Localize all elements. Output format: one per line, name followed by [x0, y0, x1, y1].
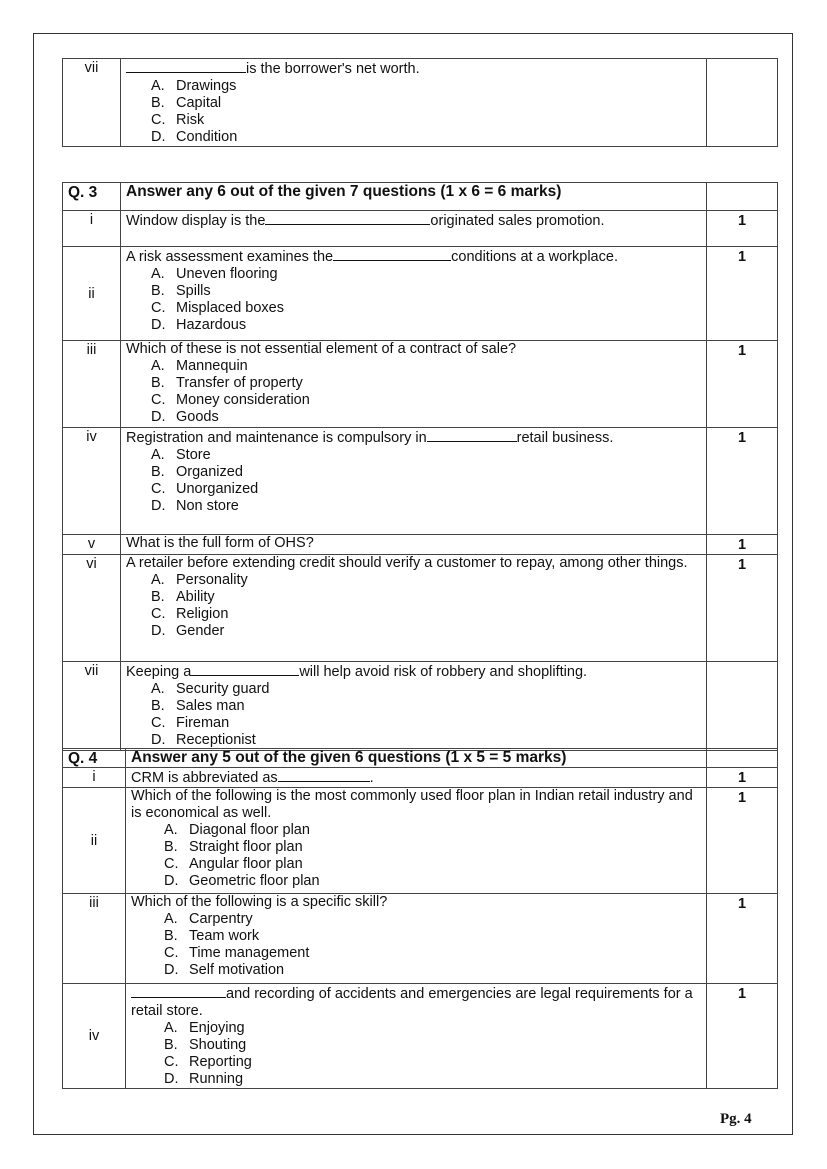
answer-option — [131, 1037, 701, 1054]
option-text: Enjoying — [189, 1020, 245, 1036]
question-body — [126, 894, 707, 984]
option-letter: A. — [151, 681, 165, 697]
question-text — [126, 211, 701, 230]
question-row — [63, 59, 778, 147]
section-header-row — [63, 183, 778, 211]
question-row — [63, 984, 778, 1089]
option-text: Sales man — [176, 698, 245, 714]
answer-option — [126, 715, 701, 732]
option-letter: C. — [151, 481, 166, 497]
question-marks — [707, 662, 778, 751]
answer-blank — [333, 247, 451, 261]
section-header-row — [63, 749, 778, 768]
answer-option — [126, 447, 701, 464]
question-text: Which of the following is a specific skill? — [131, 894, 388, 910]
question-text — [126, 428, 701, 447]
option-text: Drawings — [176, 78, 237, 94]
answer-option — [126, 129, 701, 146]
question-body — [126, 788, 707, 894]
question-text-after: will help avoid risk of robbery and shoplifting. — [299, 664, 588, 680]
option-text: Running — [189, 1071, 244, 1087]
answer-option — [126, 481, 701, 498]
option-letter: B. — [151, 589, 165, 605]
option-text: Diagonal floor plan — [189, 822, 310, 838]
question-text — [131, 768, 701, 787]
question-text-before: Keeping a — [126, 664, 192, 680]
option-letter: C. — [164, 1054, 179, 1070]
option-text: Transfer of property — [176, 375, 303, 391]
question-row — [63, 211, 778, 247]
answer-blank — [427, 428, 517, 442]
answer-option — [126, 698, 701, 715]
question-text-before: Registration and maintenance is compulsory in — [126, 430, 427, 446]
question-marks: 1 — [707, 894, 778, 984]
question-row — [63, 768, 778, 788]
question-marks: 1 — [707, 555, 778, 662]
marks-cell — [707, 183, 778, 211]
option-text: Religion — [176, 606, 229, 622]
option-letter: A. — [151, 447, 165, 463]
question-text-after: retail business. — [516, 430, 614, 446]
answer-option — [131, 1020, 701, 1037]
question-table — [62, 58, 778, 147]
question-subnumber: vi — [63, 555, 121, 662]
question-text: Which of these is not essential element of a contract of sale? — [126, 341, 517, 357]
option-letter: A. — [164, 911, 178, 927]
option-text: Organized — [176, 464, 243, 480]
answer-blank — [278, 768, 370, 782]
option-letter: B. — [164, 928, 178, 944]
question-row — [63, 662, 778, 751]
question-subnumber: ii — [63, 788, 126, 894]
question-body — [121, 662, 707, 751]
option-letter: A. — [164, 1020, 178, 1036]
answer-option — [131, 911, 701, 928]
option-letter: D. — [164, 1071, 179, 1087]
option-text: Reporting — [189, 1054, 252, 1070]
question-marks: 1 — [707, 341, 778, 428]
option-text: Shouting — [189, 1037, 247, 1053]
question-subnumber: v — [63, 535, 121, 555]
answer-option — [131, 928, 701, 945]
option-text: Ability — [176, 589, 215, 605]
question-text-after: . — [369, 770, 374, 786]
option-text: Goods — [176, 409, 219, 425]
option-letter: A. — [164, 822, 178, 838]
option-letter: D. — [151, 409, 166, 425]
option-letter: A. — [151, 266, 165, 282]
answer-blank — [131, 984, 226, 998]
section-instructions: Answer any 5 out of the given 6 questions (1 x 5 = 5 marks) — [126, 749, 707, 768]
question-number: Q. 3 — [63, 183, 121, 211]
question-body — [121, 535, 707, 555]
answer-option — [126, 606, 701, 623]
question-text: A retailer before extending credit should verify a customer to repay, among other things. — [126, 555, 688, 571]
question-text-after: is the borrower's net worth. — [246, 61, 420, 77]
option-text: Angular floor plan — [189, 856, 303, 872]
option-text: Uneven flooring — [176, 266, 278, 282]
question-table — [62, 182, 778, 751]
question-body — [121, 341, 707, 428]
answer-option — [131, 1071, 701, 1088]
answer-option — [126, 300, 701, 317]
question-text — [126, 662, 701, 681]
option-letter: C. — [151, 392, 166, 408]
question-body — [121, 247, 707, 341]
answer-option — [131, 945, 701, 962]
question-text-after: originated sales promotion. — [430, 213, 605, 229]
option-letter: B. — [151, 95, 165, 111]
answer-option — [131, 822, 701, 839]
answer-option — [131, 873, 701, 890]
question-row — [63, 428, 778, 535]
answer-blank — [265, 211, 430, 225]
question-subnumber: iv — [63, 984, 126, 1089]
option-letter: D. — [151, 498, 166, 514]
question-text-before: A risk assessment examines the — [126, 249, 334, 265]
answer-option — [126, 732, 701, 749]
answer-blank — [126, 59, 246, 73]
option-text: Geometric floor plan — [189, 873, 320, 889]
question-marks: 1 — [707, 984, 778, 1089]
option-letter: B. — [151, 698, 165, 714]
question-row — [63, 894, 778, 984]
option-letter: D. — [151, 623, 166, 639]
question-body — [126, 984, 707, 1089]
answer-option — [126, 409, 701, 426]
option-letter: C. — [151, 715, 166, 731]
option-text: Time management — [189, 945, 310, 961]
answer-option — [126, 498, 701, 515]
answer-option — [126, 681, 701, 698]
option-text: Unorganized — [176, 481, 259, 497]
question-text — [126, 247, 701, 266]
answer-option — [126, 623, 701, 640]
option-letter: A. — [151, 358, 165, 374]
question-subnumber: ii — [63, 247, 121, 341]
question-marks — [707, 59, 778, 147]
option-text: Mannequin — [176, 358, 248, 374]
option-text: Hazardous — [176, 317, 247, 333]
answer-blank — [191, 662, 299, 676]
question-marks: 1 — [707, 247, 778, 341]
question-subnumber: vii — [63, 662, 121, 751]
option-text: Self motivation — [189, 962, 285, 978]
question-body — [121, 555, 707, 662]
question-body — [121, 428, 707, 535]
option-text: Capital — [176, 95, 222, 111]
question-text — [131, 984, 701, 1020]
option-text: Risk — [176, 112, 205, 128]
question-marks: 1 — [707, 535, 778, 555]
question-text-after: conditions at a workplace. — [451, 249, 618, 265]
section-instructions: Answer any 6 out of the given 7 questions (1 x 6 = 6 marks) — [121, 183, 707, 211]
option-letter: D. — [164, 962, 179, 978]
answer-option — [126, 589, 701, 606]
answer-option — [126, 78, 701, 95]
option-text: Condition — [176, 129, 238, 145]
question-marks: 1 — [707, 788, 778, 894]
question-text: Which of the following is the most commonly used floor plan in Indian retail industry and is economical as well. — [131, 788, 693, 821]
answer-option — [131, 1054, 701, 1071]
answer-option — [126, 266, 701, 283]
option-letter: C. — [151, 112, 166, 128]
answer-option — [126, 112, 701, 129]
option-text: Money consideration — [176, 392, 310, 408]
question-text-before: CRM is abbreviated as — [131, 770, 278, 786]
option-text: Spills — [176, 283, 211, 299]
option-text: Security guard — [176, 681, 270, 697]
question-marks: 1 — [707, 428, 778, 535]
option-text: Store — [176, 447, 211, 463]
option-text: Misplaced boxes — [176, 300, 284, 316]
question-number: Q. 4 — [63, 749, 126, 768]
option-letter: B. — [151, 375, 165, 391]
question-subnumber: i — [63, 768, 126, 788]
answer-option — [126, 317, 701, 334]
question-marks: 1 — [707, 211, 778, 247]
option-letter: C. — [164, 856, 179, 872]
option-letter: A. — [151, 78, 165, 94]
option-text: Personality — [176, 572, 248, 588]
question-row — [63, 788, 778, 894]
option-text: Receptionist — [176, 732, 256, 748]
answer-option — [131, 839, 701, 856]
question-subnumber: vii — [63, 59, 121, 147]
question-body — [121, 59, 707, 147]
question-text-before: Window display is the — [126, 213, 266, 229]
option-text: Carpentry — [189, 911, 253, 927]
answer-option — [126, 392, 701, 409]
option-text: Gender — [176, 623, 225, 639]
question-row — [63, 341, 778, 428]
answer-option — [126, 375, 701, 392]
answer-option — [126, 283, 701, 300]
option-text: Team work — [189, 928, 260, 944]
question-body — [126, 768, 707, 788]
question-body — [121, 211, 707, 247]
page-number: Pg. 4 — [720, 1111, 752, 1127]
option-text: Fireman — [176, 715, 230, 731]
marks-cell — [707, 749, 778, 768]
option-letter: B. — [164, 1037, 178, 1053]
question-row — [63, 555, 778, 662]
answer-option — [131, 962, 701, 979]
question-text-after: and recording of accidents and emergencies are legal requirements for a retail store. — [131, 986, 693, 1019]
option-letter: C. — [151, 606, 166, 622]
question-text: What is the full form of OHS? — [126, 535, 314, 551]
question-subnumber: iii — [63, 341, 121, 428]
option-letter: D. — [151, 732, 166, 748]
answer-option — [126, 95, 701, 112]
option-letter: B. — [151, 464, 165, 480]
option-letter: A. — [151, 572, 165, 588]
question-row — [63, 535, 778, 555]
answer-option — [131, 856, 701, 873]
answer-option — [126, 464, 701, 481]
option-text: Non store — [176, 498, 239, 514]
question-text — [126, 59, 701, 78]
option-letter: C. — [164, 945, 179, 961]
option-text: Straight floor plan — [189, 839, 303, 855]
question-table — [62, 748, 778, 1089]
question-marks: 1 — [707, 768, 778, 788]
option-letter: B. — [151, 283, 165, 299]
answer-option — [126, 358, 701, 375]
option-letter: C. — [151, 300, 166, 316]
option-letter: D. — [151, 129, 166, 145]
question-subnumber: iii — [63, 894, 126, 984]
question-row — [63, 247, 778, 341]
option-letter: D. — [151, 317, 166, 333]
question-subnumber: iv — [63, 428, 121, 535]
answer-option — [126, 572, 701, 589]
option-letter: B. — [164, 839, 178, 855]
option-letter: D. — [164, 873, 179, 889]
question-subnumber: i — [63, 211, 121, 247]
